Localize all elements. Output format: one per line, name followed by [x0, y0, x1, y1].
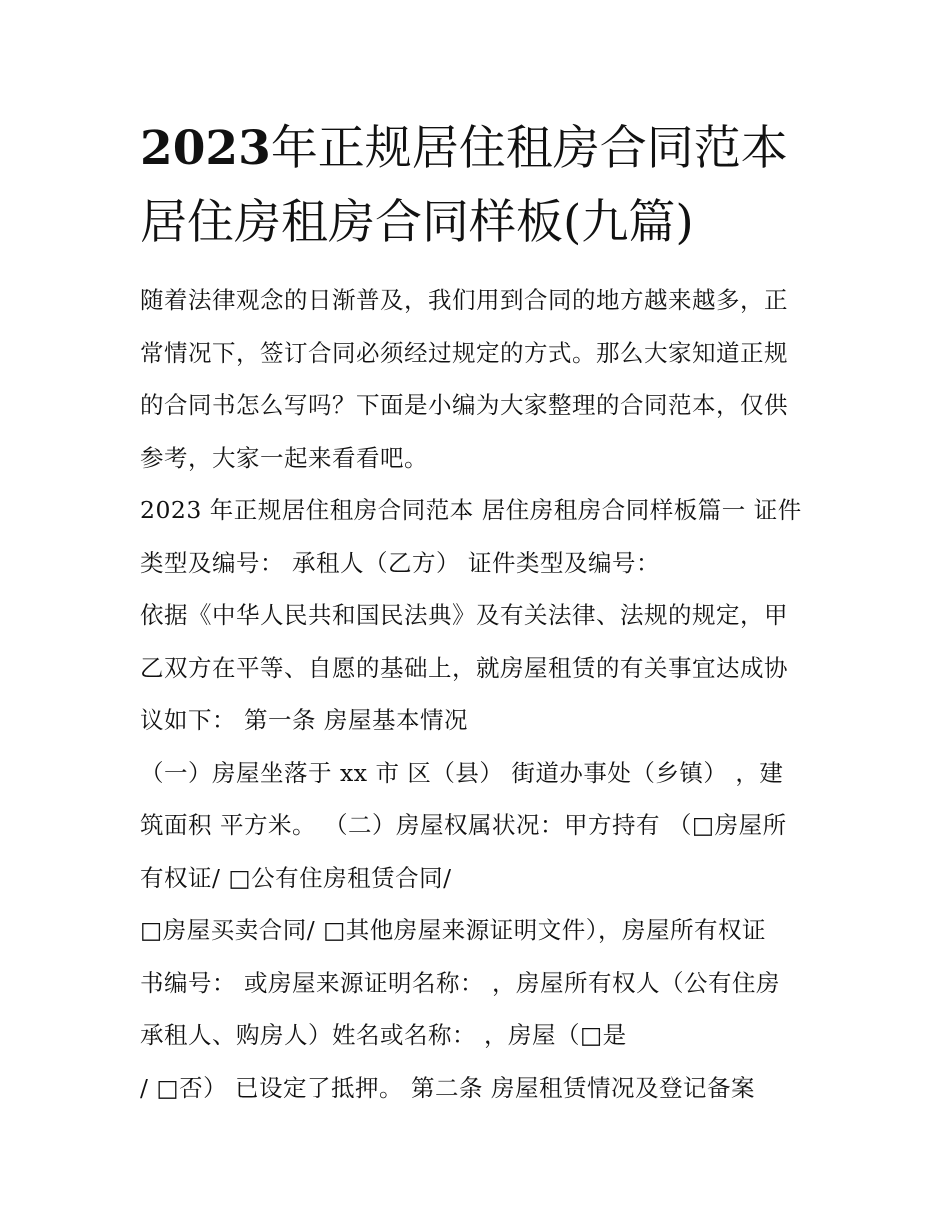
body-line: 依据《中华人民共和国民法典》及有关法律、法规的规定，甲: [140, 601, 788, 629]
body-line: 书编号： 或房屋来源证明名称： ，房屋所有权人（公有住房: [140, 968, 780, 997]
body-line: 2023 年正规居住租房合同范本 居住房租房合同样板篇一 证件: [140, 496, 802, 524]
body-line: 有权证/ □公有住房租赁合同/: [140, 863, 452, 892]
body-line: 类型及编号： 承租人（乙方） 证件类型及编号：: [140, 548, 660, 577]
title-line-2: 居住房租房合同样板(九篇): [140, 195, 694, 250]
body-line: 参考，大家一起来看看吧。: [140, 443, 428, 472]
body-line: 筑面积 平方米。 （二）房屋权属状况：甲方持有 （□房屋所: [140, 811, 787, 839]
body-line: □房屋买卖合同/ □其他房屋来源证明文件），房屋所有权证: [140, 916, 767, 944]
body-line: / □否） 已设定了抵押。 第二条 房屋租赁情况及登记备案: [140, 1073, 755, 1102]
body-line: （一）房屋坐落于 xx 市 区（县） 街道办事处（乡镇） ，建: [140, 758, 784, 787]
body-line: 随着法律观念的日渐普及，我们用到合同的地方越来越多，正: [140, 286, 788, 314]
body-line: 的合同书怎么写吗？下面是小编为大家整理的合同范本，仅供: [140, 391, 788, 419]
body-line: 常情况下，签订合同必须经过规定的方式。那么大家知道正规: [140, 338, 788, 367]
body-line: 乙双方在平等、自愿的基础上，就房屋租赁的有关事宜达成协: [140, 653, 788, 682]
title-line-1-text: 年正规居住租房合同范本: [270, 121, 788, 176]
title-line-1: [140, 112, 830, 186]
body-line: 承租人、购房人）姓名或名称： ，房屋（□是: [140, 1021, 627, 1049]
title-year: 2023: [140, 121, 271, 176]
document-title: [140, 112, 830, 260]
document-body: [140, 274, 840, 1114]
body-line: 议如下： 第一条 房屋基本情况: [140, 706, 468, 734]
